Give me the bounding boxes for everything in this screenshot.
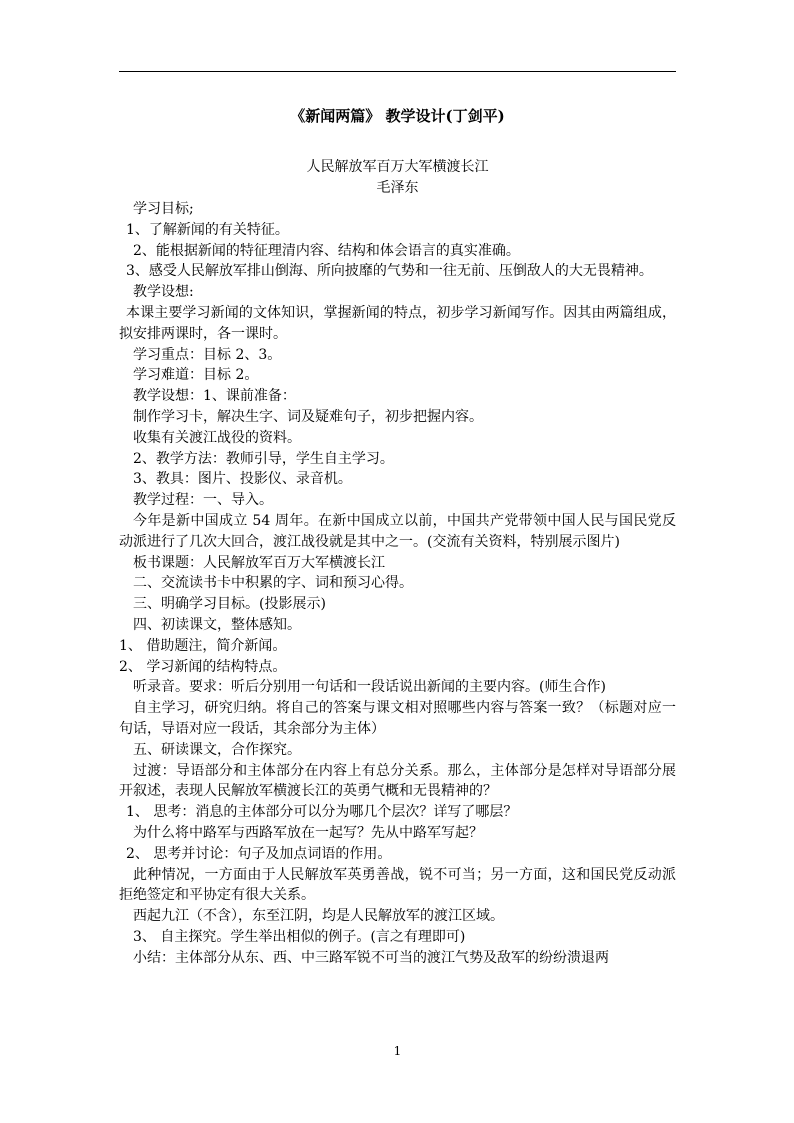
paragraph: 二、交流读书卡中积累的字、词和预习心得。: [133, 575, 413, 592]
paragraph: 3、感受人民解放军排山倒海、所向披靡的气势和一往无前、压倒敌人的大无畏精神。: [126, 263, 653, 280]
paragraph: 1、 借助题注，简介新闻。: [119, 637, 287, 654]
paragraph: 学习重点：目标 2、3。: [133, 346, 282, 363]
paragraph: 四、初读课文，整体感知。: [133, 616, 301, 633]
paragraph: 2、能根据新闻的特征理清内容、结构和体会语言的真实准确。: [133, 242, 520, 259]
paragraph: 学习难道：目标 2。: [133, 367, 259, 384]
header-rule: [119, 71, 676, 72]
paragraph: 小结：主体部分从东、西、中三路军锐不可当的渡江气势及敌军的纷纷溃退两: [133, 949, 609, 966]
article-author: 毛泽东: [376, 180, 419, 196]
paragraph: 三、明确学习目标。(投影展示): [133, 596, 326, 613]
paragraph: 1、了解新闻的有关特征。: [126, 221, 289, 238]
article-title: 人民解放军百万大军横渡长江: [306, 159, 489, 175]
paragraph: 板书课题：人民解放军百万大军横渡长江: [133, 554, 385, 571]
paragraph: 听录音。要求：听后分别用一句话和一段话说出新闻的主要内容。(师生合作): [133, 679, 606, 696]
paragraph: 制作学习卡，解决生字、词及疑难句子，初步把握内容。: [133, 408, 483, 425]
paragraph: 今年是新中国成立 54 周年。在新中国成立以前，中国共产党带领中国人民与国民党反动派进行了几次大回合，渡江战役就是其中之一。(交流有关资料，特别展示图片): [119, 512, 676, 550]
paragraph: 此种情况，一方面由于人民解放军英勇善战，锐不可当；另一方面，这和国民党反动派拒绝签定和平协定有很大关系。: [119, 866, 676, 904]
paragraph: 过渡：导语部分和主体部分在内容上有总分关系。那么，主体部分是怎样对导语部分展开叙述，表现人民解放军横渡长江的英勇气概和无畏精神的？: [119, 762, 676, 800]
paragraph: 为什么将中路军与西路军放在一起写？先从中路军写起？: [133, 824, 483, 841]
paragraph: 教学设想:: [133, 284, 194, 301]
paragraph: 1、 思考：消息的主体部分可以分为哪几个层次？详写了哪层？: [126, 804, 518, 821]
paragraph: 五、研读课文，合作探究。: [133, 741, 301, 758]
paragraph: 教学过程：一、导入。: [133, 492, 273, 509]
document-title: 《新闻两篇》 教学设计(丁剑平): [290, 107, 505, 125]
paragraph: 学习目标;: [133, 201, 194, 217]
paragraph: 3、 自主探究。学生举出相似的例子。(言之有理即可): [133, 928, 466, 945]
paragraph: 西起九江（不含），东至江阴，均是人民解放军的渡江区域。: [133, 908, 504, 925]
paragraph: 收集有关渡江战役的资料。: [133, 429, 301, 446]
paragraph: 本课主要学习新闻的文体知识，掌握新闻的特点，初步学习新闻写作。因其由两篇组成，拟安排两课时，各一课时。: [119, 304, 676, 342]
paragraph: 2、 思考并讨论：句子及加点词语的作用。: [126, 845, 392, 862]
paragraph: 教学设想：1、课前准备：: [133, 388, 296, 405]
paragraph: 2、 学习新闻的结构特点。: [119, 658, 287, 675]
document-body: [119, 199, 676, 968]
paragraph: 自主学习，研究归纳。将自己的答案与课文相对照哪些内容与答案一致？（标题对应一句话，导语对应一段话，其余部分为主体）: [119, 700, 676, 737]
paragraph: 2、教学方法：教师引导，学生自主学习。: [133, 450, 394, 467]
page-number: 1: [393, 1044, 402, 1058]
paragraph: 3、教具：图片、投影仪、录音机。: [133, 471, 352, 488]
